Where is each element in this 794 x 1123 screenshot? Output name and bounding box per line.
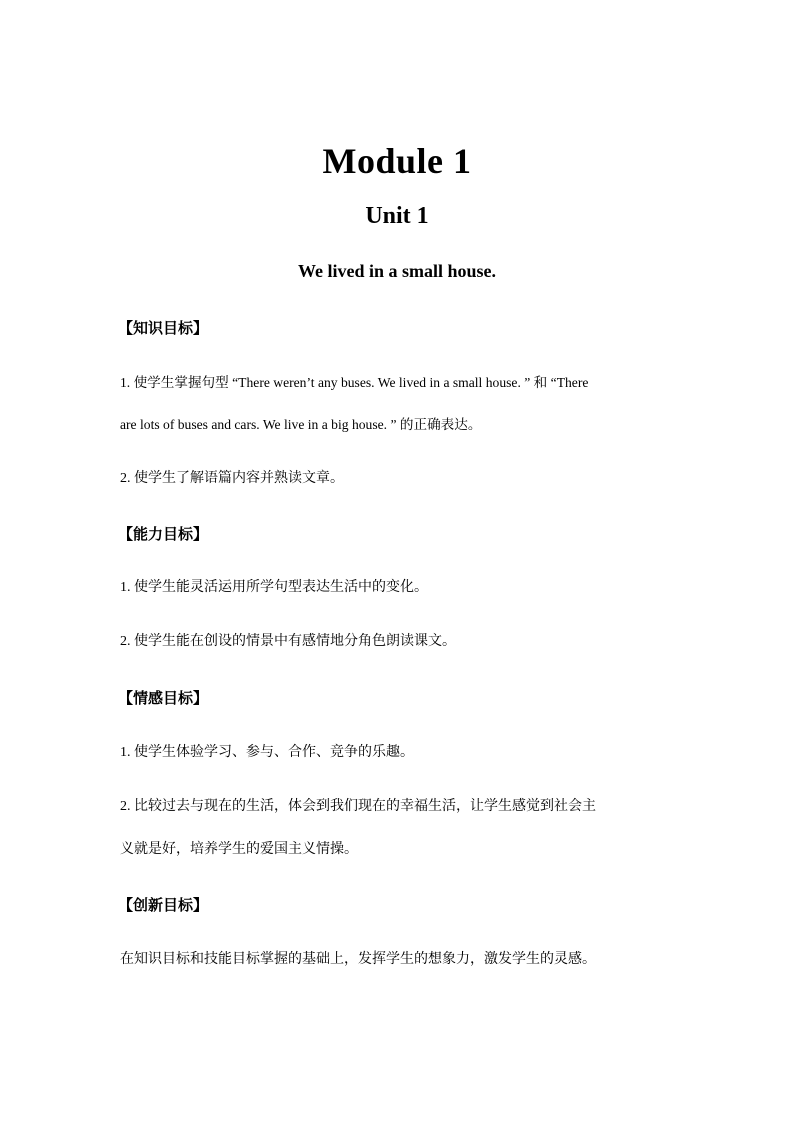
knowledge-item-2: 2. 使学生了解语篇内容并熟读文章。 (120, 471, 344, 486)
innovation-item-1: 在知识目标和技能目标掌握的基础上，发挥学生的想象力，激发学生的灵感。 (120, 952, 596, 967)
module-title: Module 1 (322, 141, 472, 181)
lesson-title: We lived in a small house. (297, 261, 497, 281)
ability-item-2: 2. 使学生能在创设的情景中有感情地分角色朗读课文。 (120, 634, 456, 649)
section-heading-ability: 【能力目标】 (118, 525, 209, 543)
ability-item-1: 1. 使学生能灵活运用所学句型表达生活中的变化。 (120, 580, 428, 595)
knowledge-item-1-line-1: 1. 使学生掌握句型 “There weren’t any buses. We lived in a small house. ” 和 “There (120, 375, 589, 390)
emotion-item-2-line-2: 义就是好，培养学生的爱国主义情操。 (120, 842, 358, 857)
section-heading-innovation: 【创新目标】 (118, 896, 209, 914)
knowledge-item-1-line-2: are lots of buses and cars. We live in a big house. ” 的正确表达。 (120, 417, 482, 432)
section-heading-emotion: 【情感目标】 (118, 689, 209, 707)
unit-title: Unit 1 (365, 203, 429, 229)
emotion-item-1: 1. 使学生体验学习、参与、合作、竞争的乐趣。 (120, 745, 414, 760)
section-heading-knowledge: 【知识目标】 (118, 319, 209, 337)
emotion-item-2-line-1: 2. 比较过去与现在的生活，体会到我们现在的幸福生活，让学生感觉到社会主 (120, 799, 596, 814)
